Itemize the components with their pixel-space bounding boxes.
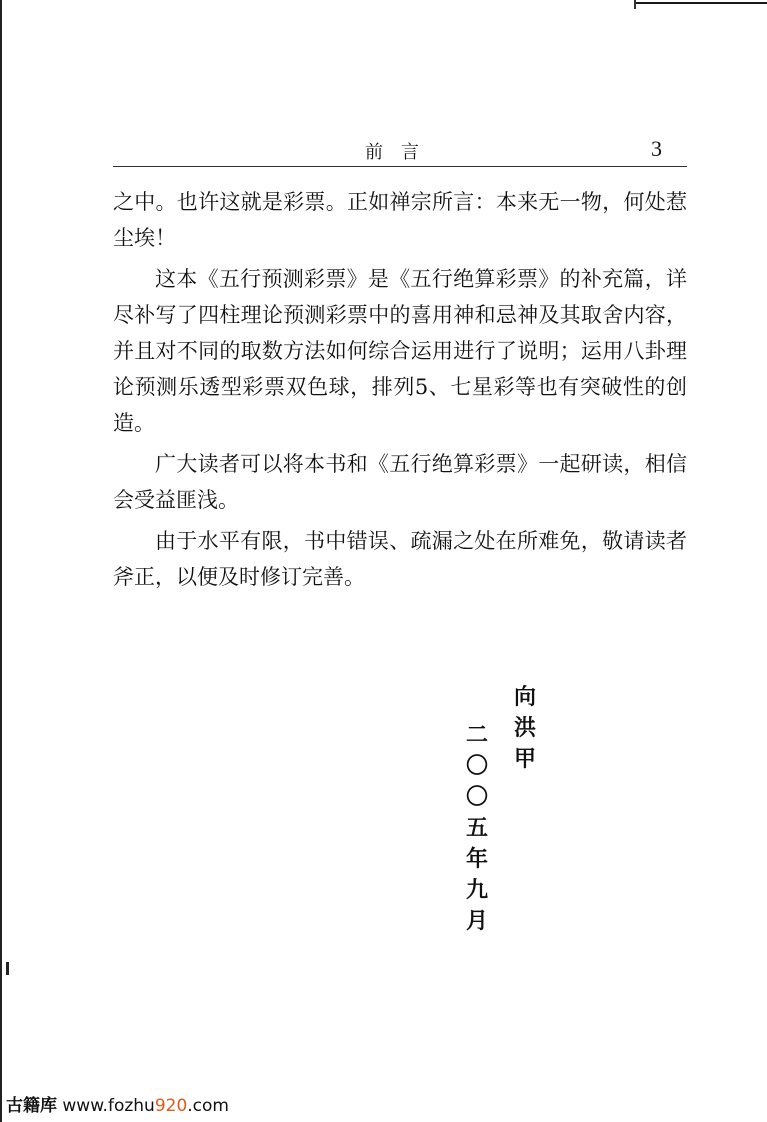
- running-title: 前言: [365, 142, 437, 163]
- paragraph: 这本《五行预测彩票》是《五行绝算彩票》的补充篇，详尽补写了四柱理论预测彩票中的喜用神和忌神及其取舍内容，并且对不同的取数方法如何综合运用进行了说明；运用八卦理论预测乐透型彩票双色球，排列5、七星彩等也有突破性的创造。: [113, 267, 687, 435]
- watermark-site-name: 古籍库: [6, 1096, 57, 1116]
- watermark-url-number: 920: [154, 1096, 188, 1116]
- paragraph: 广大读者可以将本书和《五行绝算彩票》一起研读，相信会受益匪浅。: [113, 452, 687, 512]
- scan-left-edge: [0, 0, 2, 1122]
- page-number: 3: [651, 136, 662, 161]
- header-rule: [113, 166, 687, 167]
- paragraph: 由于水平有限，书中错误、疏漏之处在所难免，敬请读者斧正，以便及时修订完善。: [113, 529, 687, 589]
- watermark: [6, 1091, 229, 1116]
- scan-top-corner: [634, 0, 767, 9]
- scan-mark: [6, 962, 9, 975]
- paragraph-continuation: 之中。也许这就是彩票。正如禅宗所言：本来无一物，何处惹尘埃！: [113, 190, 687, 250]
- page-header: [113, 136, 687, 168]
- body-text: [113, 184, 687, 600]
- watermark-url-suffix: .com: [187, 1096, 229, 1116]
- signature-date: 二〇〇五年九月: [466, 723, 490, 934]
- watermark-url-prefix: www.fozhu: [62, 1096, 155, 1116]
- author-name: 向洪甲: [514, 685, 537, 772]
